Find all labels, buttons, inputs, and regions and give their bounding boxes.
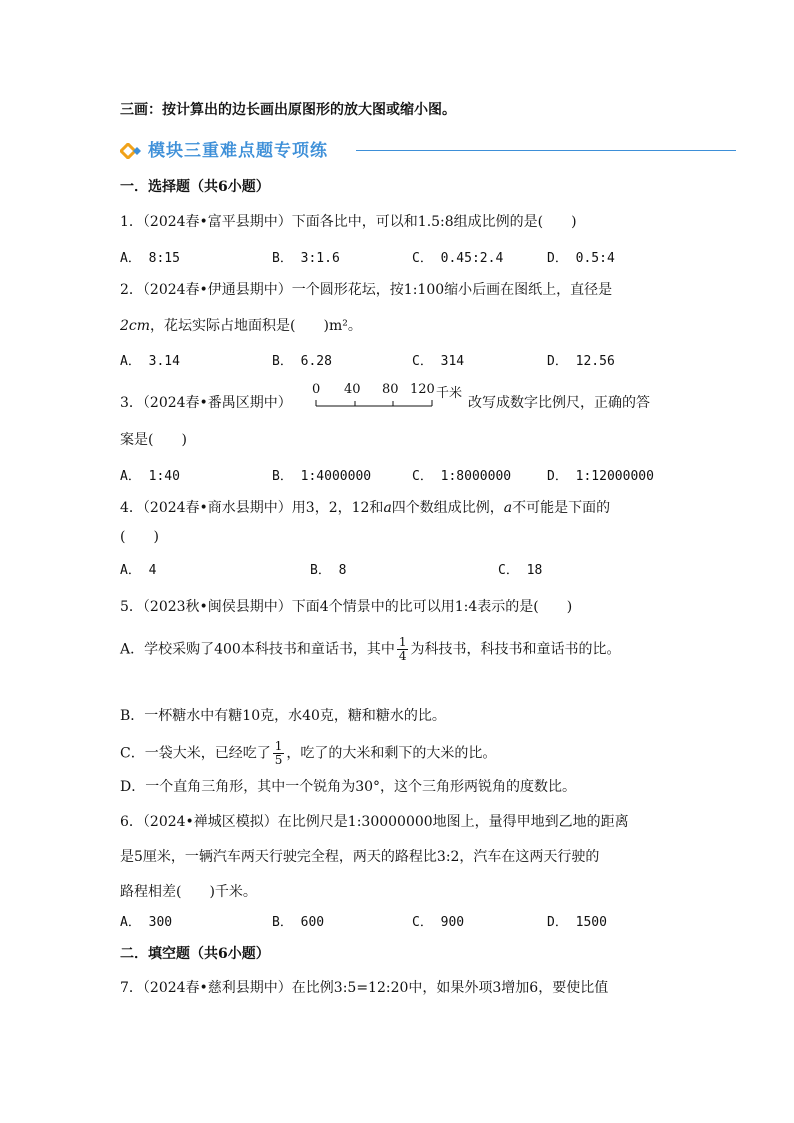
section-title-choice: 一．选择题（共6小题） <box>120 179 270 195</box>
q2-option-c[interactable]: C． 314 <box>412 354 465 369</box>
question-1: 1．（2024春•富平县期中）下面各比中，可以和1.5:8组成比例的是( ) <box>120 214 577 230</box>
question-6-line3: 路程相差( )千米。 <box>120 884 257 900</box>
scale-tick-label: 80 <box>382 382 399 397</box>
scale-tick-label: 40 <box>344 382 361 397</box>
q2-option-a[interactable]: A． 3.14 <box>120 354 180 369</box>
question-6-line1: 6．（2024•禅城区模拟）在比例尺是1:30000000地图上，量得甲地到乙地的距离 <box>120 814 629 830</box>
q4-option-b[interactable]: B． 8 <box>310 563 347 578</box>
question-2-line2: 2cm，花坛实际占地面积是( )m²。 <box>120 318 362 334</box>
scale-unit: 千米 <box>436 386 463 401</box>
q6-option-a[interactable]: A． 300 <box>120 915 173 930</box>
q6-option-b[interactable]: B． 600 <box>272 915 325 930</box>
fraction: $\frac{1}{4}$ <box>398 635 407 663</box>
module-title: 模块三重难点题专项练 <box>148 141 328 161</box>
q2-option-d[interactable]: D． 12.56 <box>547 354 615 369</box>
q3-option-b[interactable]: B． 1:4000000 <box>272 469 372 484</box>
header-rule <box>356 150 736 151</box>
q1-option-b[interactable]: B． 3:1.6 <box>272 251 340 266</box>
intro-text: 三画：按计算出的边长画出原图形的放大图或缩小图。 <box>120 102 456 118</box>
q5-option-b[interactable]: B．一杯糖水中有糖10克，水40克，糖和糖水的比。 <box>120 708 446 724</box>
question-4-line1: 4．（2024春•商水县期中）用3，2，12和a四个数组成比例，a不可能是下面的 <box>120 500 611 516</box>
q3-option-a[interactable]: A． 1:40 <box>120 469 180 484</box>
question-6-line2: 是5厘米，一辆汽车两天行驶完全程，两天的路程比3:2，汽车在这两天行驶的 <box>120 849 600 865</box>
q3-option-c[interactable]: C． 1:8000000 <box>412 469 512 484</box>
scale-tick-label: 0 <box>312 382 321 397</box>
double-diamond-icon <box>120 143 146 159</box>
q5-option-c[interactable]: C．一袋大米，已经吃了 $\frac{1}{5}$ ，吃了的大米和剩下的大米的比。 <box>120 739 497 767</box>
q5-option-a[interactable]: A．学校采购了400本科技书和童话书，其中 $\frac{1}{4}$ 为科技书，科技书和童话书的比。 <box>120 635 621 663</box>
module-header <box>120 140 620 162</box>
q1-option-d[interactable]: D． 0.5:4 <box>547 251 615 266</box>
q4-option-a[interactable]: A． 4 <box>120 563 157 578</box>
question-3-suffix: 改写成数字比例尺，正确的答 <box>468 395 650 411</box>
question-7: 7．（2024春•慈利县期中）在比例3:5=12:20中，如果外项3增加6，要使比值 <box>120 980 609 996</box>
question-5: 5．（2023秋•闽侯县期中）下面4个情景中的比可以用1:4表示的是( ) <box>120 599 573 615</box>
q3-option-d[interactable]: D． 1:12000000 <box>547 469 654 484</box>
fraction: $\frac{1}{5}$ <box>274 739 283 767</box>
question-3-prefix: 3．（2024春•番禺区期中） <box>120 395 292 411</box>
scale-line <box>315 398 435 408</box>
question-2-line1: 2．（2024春•伊通县期中）一个圆形花坛，按1:100缩小后画在图纸上，直径是 <box>120 282 613 298</box>
question-1-text: 1．（2024春•富平县期中）下面各比中，可以和1.5:8组成比例的是( <box>120 214 544 230</box>
section-title-fill: 二．填空题（共6小题） <box>120 946 270 962</box>
q5-option-d[interactable]: D．一个直角三角形，其中一个锐角为30°，这个三角形两锐角的度数比。 <box>120 779 577 795</box>
scale-tick-label: 120 <box>410 382 435 397</box>
q2-option-b[interactable]: B． 6.28 <box>272 354 332 369</box>
q6-option-c[interactable]: C． 900 <box>412 915 465 930</box>
question-4-line2: ( ) <box>120 529 159 545</box>
question-3-line2: 案是( ) <box>120 432 187 448</box>
q6-option-d[interactable]: D． 1500 <box>547 915 607 930</box>
q1-option-c[interactable]: C． 0.45:2.4 <box>412 251 504 266</box>
q4-option-c[interactable]: C． 18 <box>498 563 543 578</box>
scale-bar <box>310 382 470 408</box>
q1-option-a[interactable]: A． 8:15 <box>120 251 180 266</box>
